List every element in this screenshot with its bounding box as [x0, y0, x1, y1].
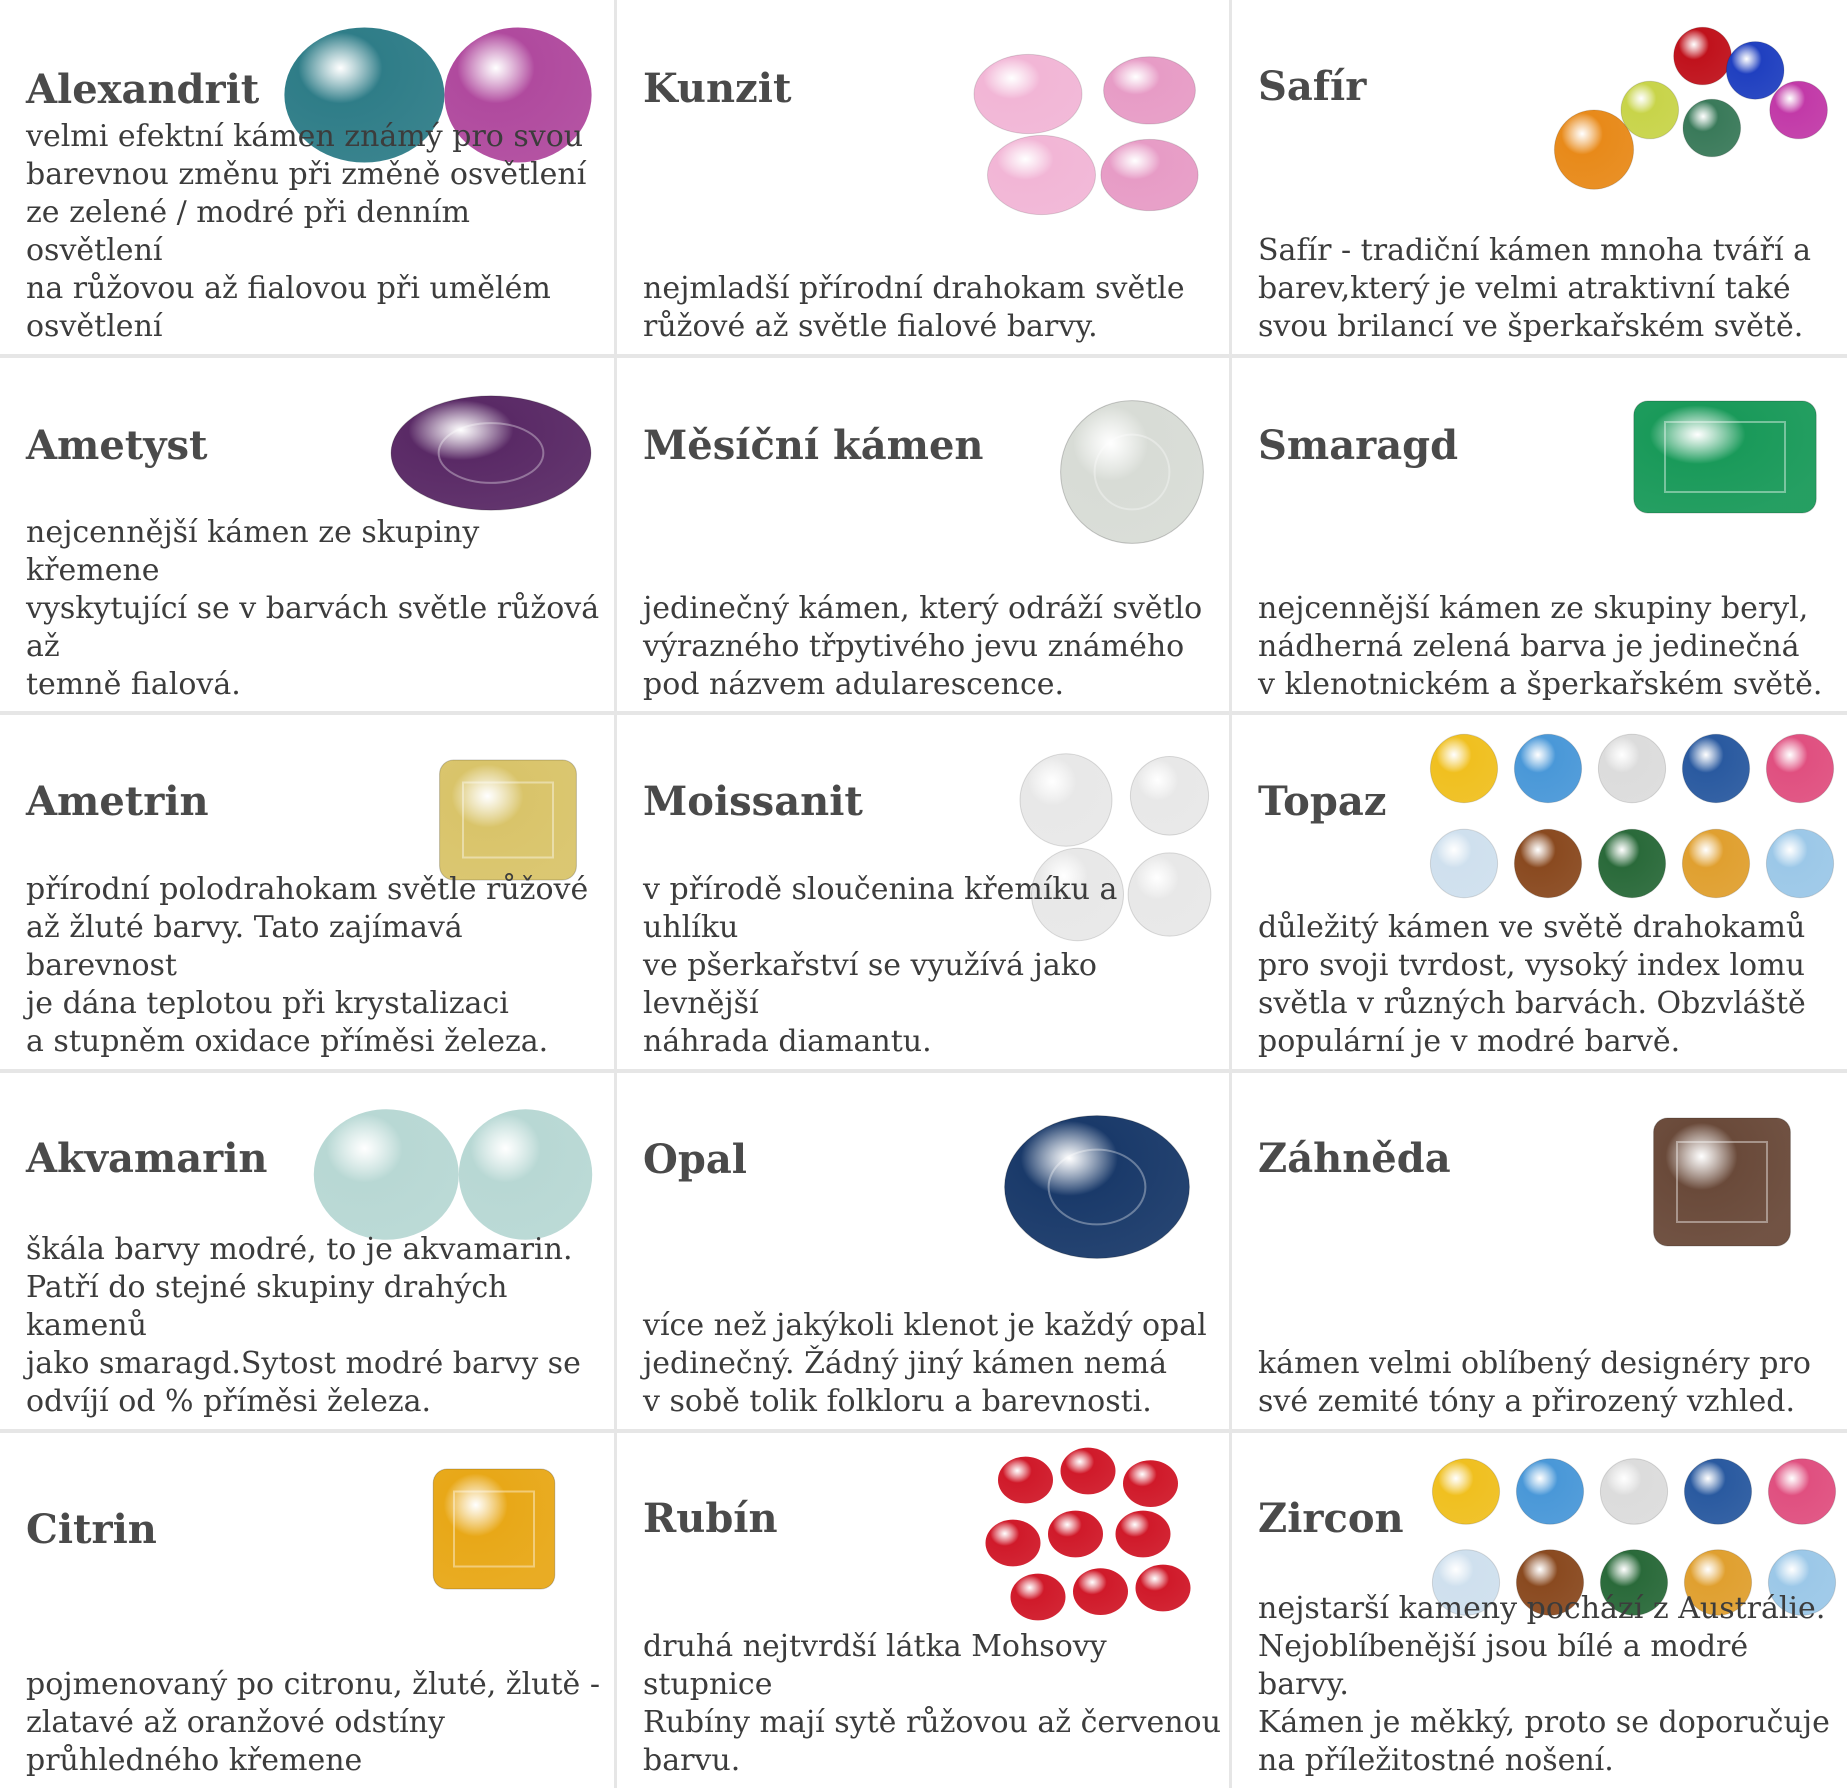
gem-description: nejcennější kámen ze skupiny křemene vyskytující se v barvách světle růžová až temně fialová. — [26, 515, 600, 702]
row-divider — [0, 1069, 1847, 1073]
gem-name: Měsíční kámen — [643, 422, 984, 469]
gem-name: Ametrin — [26, 778, 209, 825]
gem-name: Smaragd — [1258, 422, 1459, 469]
gem-description: škála barvy modré, to je akvamarin. Patří do stejné skupiny drahých kamenů jako smaragd.Sytost modré barvy se odvíjí od % příměsi železa. — [26, 1232, 581, 1419]
aquamarine-gem-icon — [308, 1102, 598, 1247]
gem-card — [0, 1072, 614, 1429]
gem-name: Moissanit — [643, 778, 863, 825]
gem-description: velmi efektní kámen známý pro svou barevnou změnu při změně osvětlení ze zelené / modré při denním osvětlení na růžovou až fialovou při umělém osvětlení — [26, 119, 587, 344]
sapphire-gem-icon — [1532, 20, 1842, 200]
gem-card — [1232, 1432, 1847, 1788]
gem-card — [0, 0, 614, 354]
gem-name: Topaz — [1258, 778, 1387, 825]
gem-name: Citrin — [26, 1506, 157, 1553]
gem-name: Rubín — [643, 1495, 778, 1542]
gem-name: Alexandrit — [26, 66, 260, 113]
opal-gem-icon — [987, 1102, 1207, 1272]
gem-name: Safír — [1258, 63, 1367, 110]
gem-name: Kunzit — [643, 65, 792, 112]
gem-description: nejcennější kámen ze skupiny beryl, nádherná zelená barva je jedinečná v klenotnickém a šperkařském světě. — [1258, 591, 1823, 702]
gem-description: důležitý kámen ve světě drahokamů pro svoji tvrdost, vysoký index lomu světla v různých barvách. Obzvláště populární je v modré barvě. — [1258, 910, 1806, 1059]
gem-name: Ametyst — [26, 422, 208, 469]
gem-description: druhá nejtvrdší látka Mohsovy stupnice Rubíny mají sytě růžovou až červenou barvu. — [643, 1629, 1221, 1778]
gem-description: pojmenovaný po citronu, žluté, žlutě - zlatavé až oranžové odstíny průhledného křemene — [26, 1667, 600, 1778]
gem-card — [617, 0, 1229, 354]
emerald-gem-icon — [1605, 387, 1845, 527]
gem-card — [1232, 1072, 1847, 1429]
gem-name: Záhněda — [1258, 1135, 1451, 1182]
gem-description: kámen velmi oblíbený designéry pro své zemité tóny a přirozený vzhled. — [1258, 1346, 1811, 1419]
column-divider — [614, 0, 617, 1788]
column-divider — [1229, 0, 1232, 1788]
kunzite-gem-icon — [947, 40, 1217, 220]
amethyst-gem-icon — [372, 385, 610, 521]
gem-description: více než jakýkoli klenot je každý opal jedinečný. Žádný jiný kámen nemá v sobě tolik folkloru a barevnosti. — [643, 1308, 1207, 1419]
gem-description: nejmladší přírodní drahokam světle růžové až světle fialové barvy. — [643, 271, 1185, 344]
gem-name: Akvamarin — [26, 1135, 268, 1182]
gem-description: Safír - tradiční kámen mnoha tváří a barev,který je velmi atraktivní také svou brilancí ve šperkařském světě. — [1258, 233, 1811, 344]
gem-card — [617, 1432, 1229, 1788]
gem-card — [1232, 715, 1847, 1069]
gem-card — [1232, 0, 1847, 354]
gem-description: jedinečný kámen, který odráží světlo výrazného třpytivého jevu známého pod názvem adularescence. — [643, 591, 1203, 702]
row-divider — [0, 711, 1847, 715]
gem-card — [0, 1432, 614, 1788]
gem-card — [1232, 357, 1847, 712]
gem-description: přírodní polodrahokam světle růžové až žluté barvy. Tato zajímavá barevnost je dána teplotou při krystalizaci a stupněm oxidace příměsi železa. — [26, 872, 589, 1059]
gem-card — [617, 357, 1229, 712]
gem-description: nejstarší kameny pochází z Austrálie. Nejoblíbenější jsou bílé a modré barvy. Kámen je měkký, proto se doporučuje na příležitostné nošení. — [1258, 1591, 1830, 1778]
topaz-gem-icon — [1422, 715, 1842, 905]
moonstone-gem-icon — [1047, 387, 1217, 557]
gem-card — [0, 715, 614, 1069]
gem-card — [617, 1072, 1229, 1429]
ruby-gem-icon — [963, 1444, 1213, 1624]
citrine-gem-icon — [414, 1454, 574, 1604]
gem-name: Opal — [643, 1136, 747, 1183]
gem-name: Zircon — [1258, 1495, 1404, 1542]
smoky-quartz-gem-icon — [1632, 1102, 1812, 1262]
gem-card — [0, 357, 614, 712]
row-divider — [0, 1429, 1847, 1433]
gem-card — [617, 715, 1229, 1069]
row-divider — [0, 354, 1847, 358]
gem-description: v přírodě sloučenina křemíku a uhlíku ve pšerkařství se využívá jako levnější náhrada diamantu. — [643, 872, 1118, 1059]
